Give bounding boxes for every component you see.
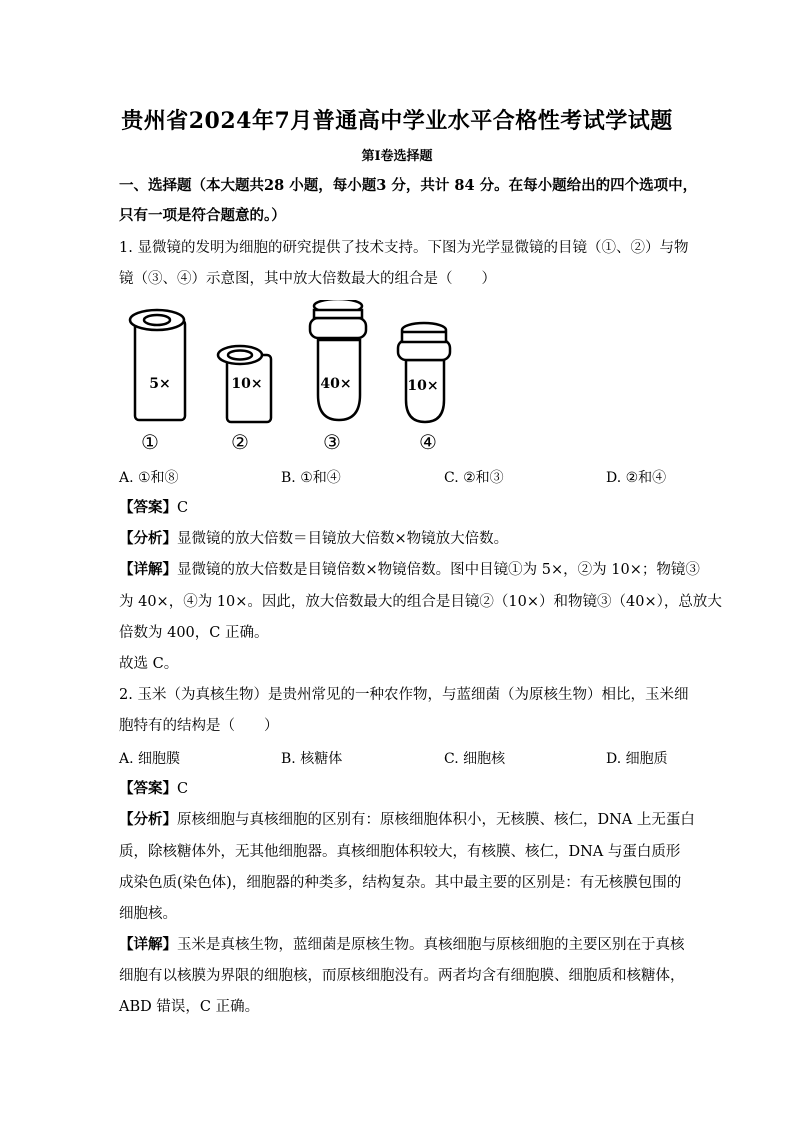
detail-tag: 【详解】 xyxy=(119,561,177,578)
answer-tag: 【答案】 xyxy=(119,499,177,516)
lens-2-magnification: 10× xyxy=(231,376,263,392)
detail-text: 玉米是真核生物，蓝细菌是原核生物。真核细胞与原核细胞的主要区别在于真核 xyxy=(177,937,685,953)
lens-4-number: ④ xyxy=(419,430,437,454)
q1-stem-line2: 镜（③、④）示意图，其中放大倍数最大的组合是（ ） xyxy=(119,271,496,287)
detail-tag: 【详解】 xyxy=(119,936,177,953)
q2-detail-line2: 细胞有以核膜为界限的细胞核，而原核细胞没有。两者均含有细胞膜、细胞质和核糖体， xyxy=(119,968,685,984)
q2-option-b[interactable]: B. 核糖体 xyxy=(281,751,343,767)
analysis-tag: 【分析】 xyxy=(119,811,177,828)
q1-conclusion: 故选 C。 xyxy=(119,656,179,672)
lens-1-eyepiece xyxy=(130,310,185,420)
lens-1-number: ① xyxy=(141,430,159,454)
q1-option-c[interactable]: C. ②和③ xyxy=(444,470,504,486)
q2-detail-line1 xyxy=(119,935,685,955)
analysis-text: 显微镜的放大倍数＝目镜放大倍数×物镜放大倍数。 xyxy=(177,531,509,547)
section-instructions-line2: 只有一项是符合题意的。） xyxy=(119,207,286,224)
lens-3-number: ③ xyxy=(323,430,341,454)
q1-option-a[interactable]: A. ①和⑧ xyxy=(119,470,179,486)
q1-stem-line1: 1. 显微镜的发明为细胞的研究提供了技术支持。下图为光学显微镜的目镜（①、②）与物 xyxy=(119,240,689,256)
lens-3-magnification: 40× xyxy=(320,376,352,392)
q2-answer xyxy=(119,779,188,799)
q1-answer xyxy=(119,498,188,518)
q1-detail-line3: 倍数为 400，C 正确。 xyxy=(119,625,269,641)
lens-2-number: ② xyxy=(231,430,249,454)
analysis-text: 原核细胞与真核细胞的区别有：原核细胞体积小，无核膜、核仁，DNA 上无蛋白 xyxy=(177,812,695,828)
q1-option-b[interactable]: B. ①和④ xyxy=(281,470,341,486)
q2-analysis-line2: 质，除核糖体外，无其他细胞器。真核细胞体积较大，有核膜、核仁，DNA 与蛋白质形 xyxy=(119,844,681,860)
section-subtitle: 第I卷选择题 xyxy=(361,149,433,164)
q2-options xyxy=(119,748,679,768)
q1-option-d[interactable]: D. ②和④ xyxy=(606,470,667,486)
lens-1-magnification: 5× xyxy=(149,376,171,392)
q1-options xyxy=(119,467,679,487)
answer-value: C xyxy=(177,500,189,516)
q2-option-c[interactable]: C. 细胞核 xyxy=(444,751,506,767)
q2-stem-line1: 2. 玉米（为真核生物）是贵州常见的一种农作物，与蓝细菌（为原核生物）相比，玉米细 xyxy=(119,687,689,703)
q2-analysis-line4: 细胞核。 xyxy=(119,906,177,922)
q1-detail-line1 xyxy=(119,560,700,580)
lens-4-objective xyxy=(398,323,450,422)
q2-option-d[interactable]: D. 细胞质 xyxy=(606,751,668,767)
q2-analysis-line1 xyxy=(119,810,695,830)
q1-detail-line2: 为 40×，④为 10×。因此，放大倍数最大的组合是目镜②（10×）和物镜③（40×），总放大 xyxy=(119,594,722,610)
q2-detail-line3: ABD 错误，C 正确。 xyxy=(119,999,260,1015)
section-instructions-line1: 一、选择题（本大题共28 小题，每小题3 分，共计 84 分。在每小题给出的四个选项中， xyxy=(119,177,698,194)
q2-option-a[interactable]: A. 细胞膜 xyxy=(119,751,181,767)
q1-analysis xyxy=(119,529,508,549)
answer-tag: 【答案】 xyxy=(119,780,177,797)
q2-stem-line2: 胞特有的结构是（ ） xyxy=(119,718,279,734)
q2-analysis-line3: 成染色质(染色体)，细胞器的种类多，结构复杂。其中最主要的区别是：有无核膜包围的 xyxy=(119,875,682,891)
lens-4-magnification: 10× xyxy=(407,378,439,394)
lens-3-objective xyxy=(310,300,366,420)
microscope-lens-figure xyxy=(110,300,470,458)
answer-value: C xyxy=(177,781,189,797)
page-title: 贵州省2024年7月普通高中学业水平合格性考试学试题 xyxy=(121,108,673,134)
detail-text: 显微镜的放大倍数是目镜倍数×物镜倍数。图中目镜①为 5×，②为 10×；物镜③ xyxy=(177,562,700,578)
analysis-tag: 【分析】 xyxy=(119,530,177,547)
